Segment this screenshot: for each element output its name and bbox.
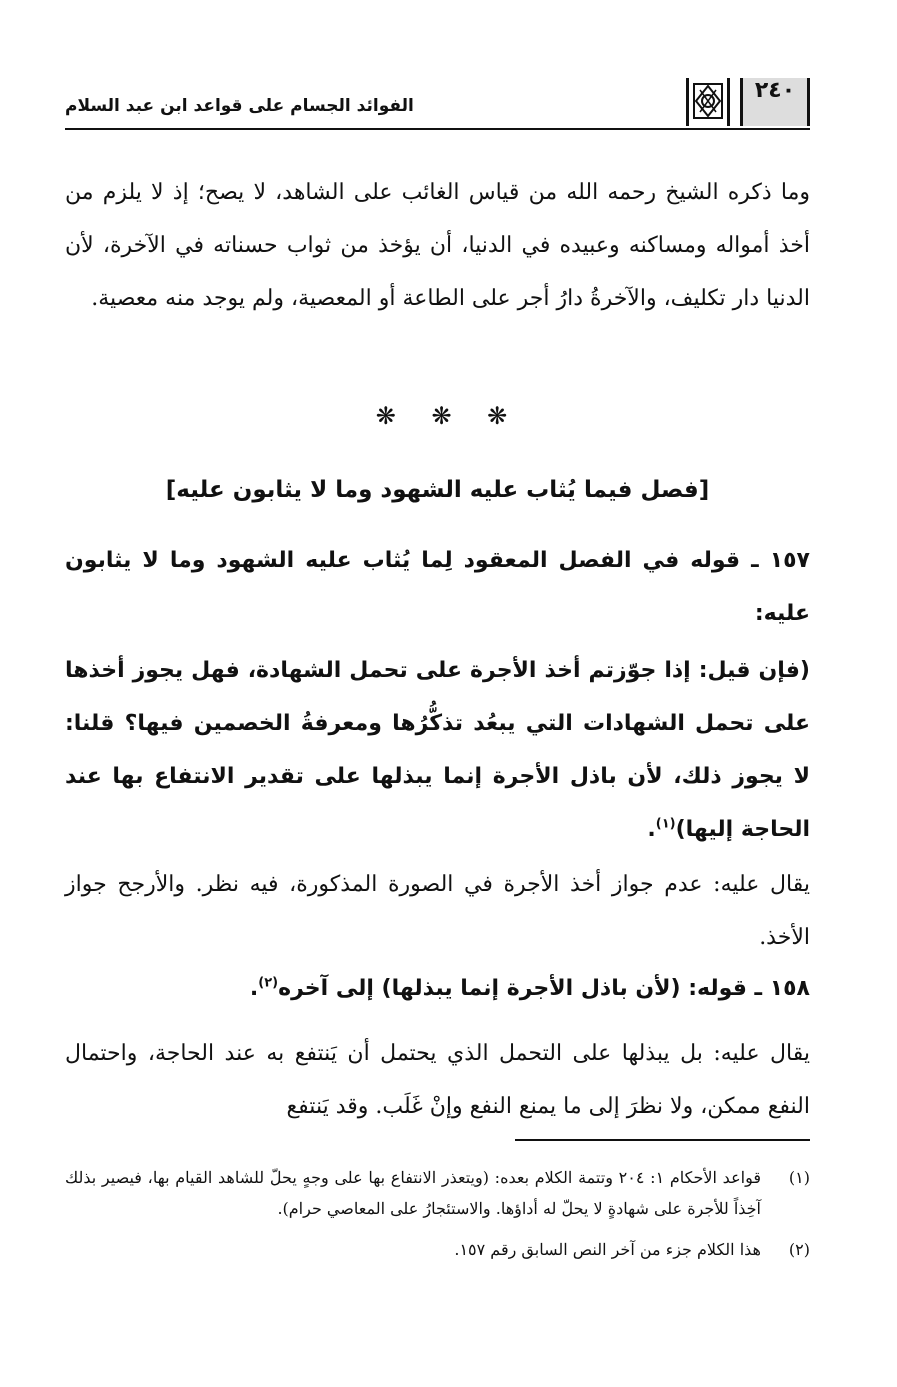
paragraph-1: وما ذكره الشيخ رحمه الله من قياس الغائب على الشاهد، لا يصح؛ إذ لا يلزم من أخذ أمواله ومساكنه وعبيده في الدنيا، أن يؤخذ من ثواب حسناته في الآخرة، لأن الدنيا دار تكليف، والآخرةُ دارُ أجر على الطاعة أو المعصية، ولم يوجد منه معصية. [65,180,810,311]
page-number: ٢٤٠ [740,78,810,126]
decorative-ornament-icon [686,78,730,126]
section-heading: [فصل فيما يُثاب عليه الشهود وما لا يثابون عليه] [165,477,710,503]
footnote-text: قواعد الأحكام ١: ٢٠٤ وتتمة الكلام بعده: (ويتعذر الانتفاع بها على وجهٍ يحلّ للشاهد القيام بها، فيصير بذلك آخِذاً للأجرة على شهادةٍ لا يحلّ له أداؤها. والاستئجارُ على المعاصي حرام). [65,1168,761,1218]
reply-158: يقال عليه: بل يبذلها على التحمل الذي يحتمل أن يَنتفع به عند الحاجة، واحتمال النفع ممكن، ولا نظرَ إلى ما يمنع النفع وإنْ غَلَب. وقد يَنتفع [65,1041,810,1119]
quote-157-text: (فإن قيل: إذا جوّزتم أخذ الأجرة على تحمل الشهادة، فهل يجوز أخذها على تحمل الشهادات التي يبعُد تذكُّرُها ومعرفةُ الخصمين فيها؟ قلنا: لا يجوز ذلك، لأن باذل الأجرة إنما يبذلها على تقدير الانتفاع بها عند الحاجة إليها) [65,658,810,842]
quote-157: (فإن قيل: إذا جوّزتم أخذ الأجرة على تحمل الشهادة، فهل يجوز أخذها على تحمل الشهادات التي يبعُد تذكُّرُها ومعرفةُ الخصمين فيها؟ قلنا: لا يجوز ذلك، لأن باذل الأجرة إنما يبذلها على تقدير الانتفاع بها عند الحاجة إليها)$^{(١)}$. [65,658,810,842]
footnote-ref-2: (٢) [258,975,279,991]
running-title: الفوائد الجسام على قواعد ابن عبد السلام [65,96,414,116]
footnote-1 [65,1162,810,1224]
footnote-number: (١) [788,1168,810,1187]
footnote-rule [515,1139,810,1141]
page-header [65,78,810,130]
header-rule [65,128,810,130]
footnote-2 [65,1234,810,1265]
footnote-number: (٢) [788,1240,810,1259]
footnote-ref-1: (١) [655,816,676,832]
item-158: ١٥٨ ـ قوله: (لأن باذل الأجرة إنما يبذلها) إلى آخره$^{(٢)}$. [249,975,810,1001]
section-separator: ❋ ❋ ❋ [375,402,522,430]
reply-157: يقال عليه: عدم جواز أخذ الأجرة في الصورة المذكورة، فيه نظر. والأرجح جواز الأخذ. [65,872,810,950]
footnote-text: هذا الكلام جزء من آخر النص السابق رقم ١٥٧. [454,1240,761,1259]
item-158-text: ١٥٨ ـ قوله: (لأن باذل الأجرة إنما يبذلها) إلى آخره [278,976,810,1001]
footnotes [65,1162,810,1275]
item-157: ١٥٧ ـ قوله في الفصل المعقود لِما يُثاب عليه الشهود وما لا يثابون عليه: [65,548,810,626]
